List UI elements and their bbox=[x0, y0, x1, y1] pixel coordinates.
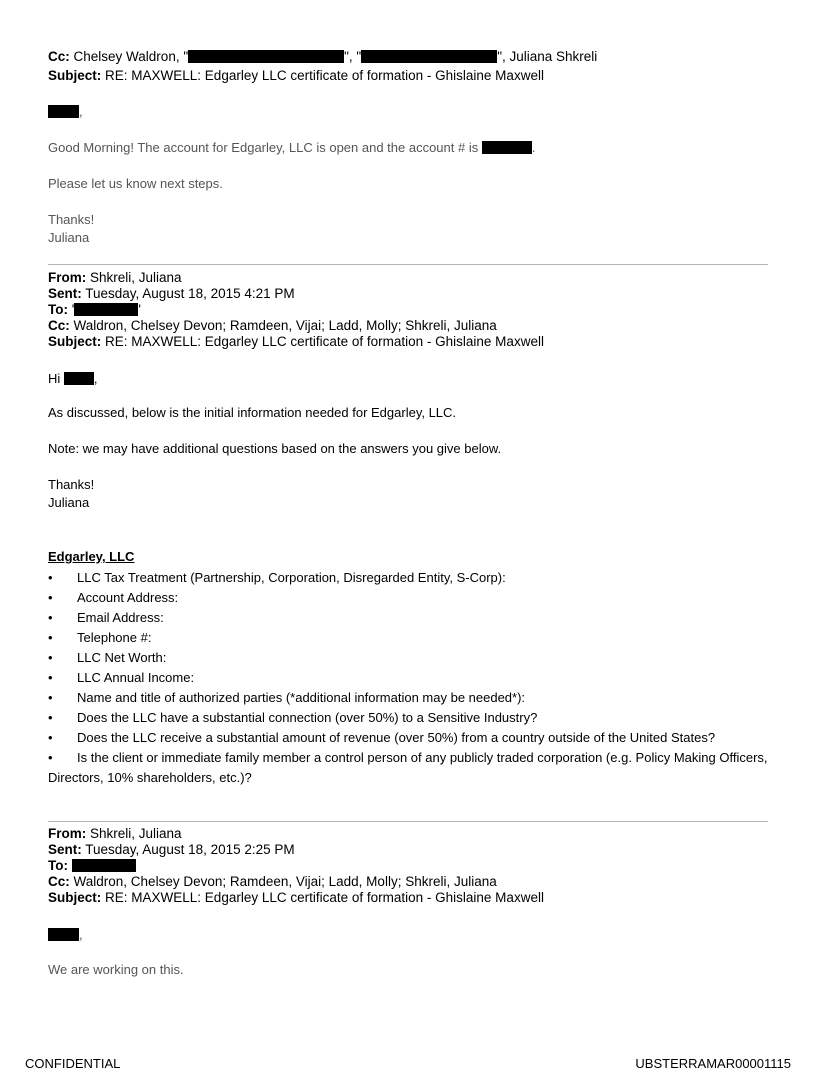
bullet-icon: • bbox=[48, 750, 53, 765]
redaction-block bbox=[48, 928, 79, 941]
bullet-item: • Account Address: bbox=[48, 588, 778, 608]
separator-rule bbox=[48, 264, 768, 265]
separator-rule bbox=[48, 821, 768, 822]
bullet-icon: • bbox=[48, 590, 53, 605]
bullet-item: • Telephone #: bbox=[48, 628, 778, 648]
top-cc-line bbox=[48, 49, 597, 65]
msg2-signature: Juliana bbox=[48, 495, 90, 510]
msg2-from-line: From: Shkreli, Juliana bbox=[48, 270, 182, 285]
redaction-block bbox=[74, 303, 138, 316]
subject-label: Subject: bbox=[48, 68, 102, 83]
msg3-to-line: To: bbox=[48, 858, 136, 874]
msg2-greeting: Hi , bbox=[48, 371, 98, 386]
bullet-icon: • bbox=[48, 650, 53, 665]
bullet-icon: • bbox=[48, 610, 53, 625]
redaction-block bbox=[72, 859, 136, 872]
bullet-icon: • bbox=[48, 570, 53, 585]
cc-sep: ", " bbox=[344, 49, 362, 64]
info-bullet-list bbox=[48, 568, 778, 788]
footer-bates-number: UBSTERRAMAR00001115 bbox=[635, 1056, 791, 1071]
salutation: , bbox=[48, 103, 83, 121]
redaction-block bbox=[64, 372, 94, 385]
bullet-icon: • bbox=[48, 710, 53, 725]
message1-line2: Please let us know next steps. bbox=[48, 176, 223, 191]
msg3-salutation: , bbox=[48, 926, 83, 944]
msg2-thanks: Thanks! bbox=[48, 477, 95, 492]
cc-suffix: ", Juliana Shkreli bbox=[497, 49, 598, 64]
redaction-block bbox=[188, 50, 344, 63]
bullet-item: • Does the LLC receive a substantial amount of revenue (over 50%) from a country outside of the United States? bbox=[48, 728, 778, 748]
subject-value: RE: MAXWELL: Edgarley LLC certificate of formation - Ghislaine Maxwell bbox=[105, 68, 544, 83]
msg2-sent-line: Sent: Tuesday, August 18, 2015 4:21 PM bbox=[48, 286, 295, 301]
bullet-icon: • bbox=[48, 630, 53, 645]
bullet-item: • Does the LLC have a substantial connection (over 50%) to a Sensitive Industry? bbox=[48, 708, 778, 728]
msg2-to-line: To: ' ' bbox=[48, 302, 141, 317]
msg2-line1: As discussed, below is the initial information needed for Edgarley, LLC. bbox=[48, 405, 457, 420]
cc-prefix: Chelsey Waldron, " bbox=[73, 49, 189, 64]
msg3-line1: We are working on this. bbox=[48, 962, 184, 977]
bullet-item: • LLC Tax Treatment (Partnership, Corporation, Disregarded Entity, S-Corp): bbox=[48, 568, 778, 588]
msg2-cc-line: Cc: Waldron, Chelsey Devon; Ramdeen, Vijai; Ladd, Molly; Shkreli, Juliana bbox=[48, 318, 497, 333]
section-heading: Edgarley, LLC bbox=[48, 549, 135, 564]
bullet-icon: • bbox=[48, 730, 53, 745]
msg3-cc-line: Cc: Waldron, Chelsey Devon; Ramdeen, Vijai; Ladd, Molly; Shkreli, Juliana bbox=[48, 874, 497, 889]
bullet-item: • Is the client or immediate family member a control person of any publicly traded corporation (e.g. Policy Making Officers, Directors, 10% shareholders, etc.)? bbox=[48, 750, 768, 785]
bullet-item: • LLC Annual Income: bbox=[48, 668, 778, 688]
msg3-sent-line: Sent: Tuesday, August 18, 2015 2:25 PM bbox=[48, 842, 295, 857]
bullet-item: • Email Address: bbox=[48, 608, 778, 628]
top-subject-line bbox=[48, 68, 544, 84]
redaction-block bbox=[482, 141, 532, 154]
redaction-block bbox=[48, 105, 79, 118]
bullet-item: • Name and title of authorized parties (*additional information may be needed*): bbox=[48, 688, 778, 708]
redaction-block bbox=[361, 50, 497, 63]
msg2-subject-line: Subject: RE: MAXWELL: Edgarley LLC certificate of formation - Ghislaine Maxwell bbox=[48, 334, 544, 349]
msg2-line2: Note: we may have additional questions based on the answers you give below. bbox=[48, 441, 502, 456]
bullet-item: • LLC Net Worth: bbox=[48, 648, 778, 668]
message1-thanks: Thanks! bbox=[48, 212, 95, 227]
bullet-icon: • bbox=[48, 670, 53, 685]
cc-label: Cc: bbox=[48, 49, 70, 64]
bullet-icon: • bbox=[48, 690, 53, 705]
msg3-from-line: From: Shkreli, Juliana bbox=[48, 826, 182, 841]
msg3-subject-line: Subject: RE: MAXWELL: Edgarley LLC certificate of formation - Ghislaine Maxwell bbox=[48, 890, 544, 905]
footer-confidential: CONFIDENTIAL bbox=[25, 1056, 121, 1071]
message1-line1: Good Morning! The account for Edgarley, LLC is open and the account # is . bbox=[48, 140, 536, 155]
message1-signature: Juliana bbox=[48, 230, 90, 245]
